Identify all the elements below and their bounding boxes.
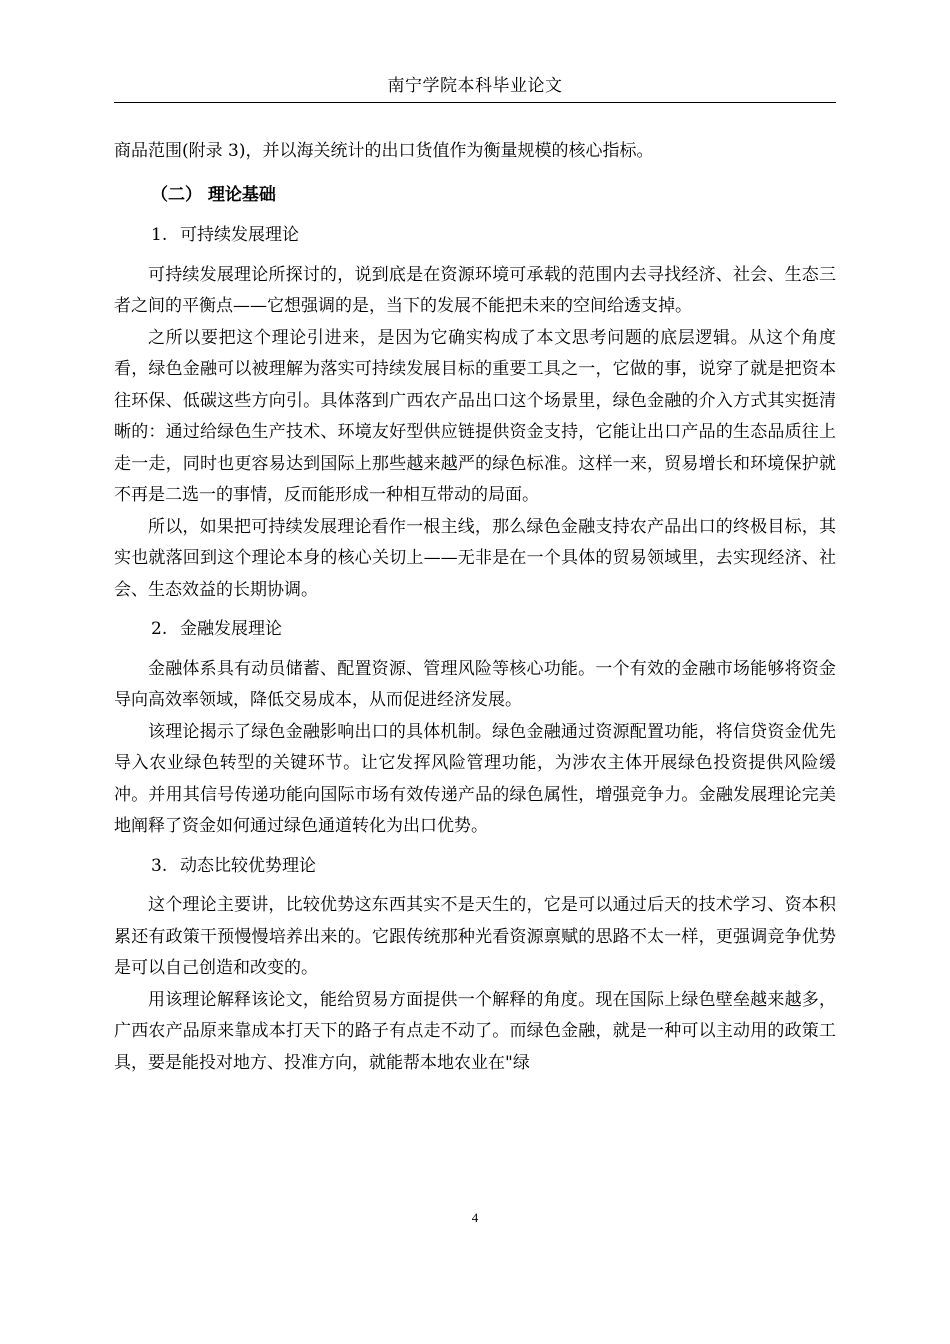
subsection-title: 可持续发展理论 xyxy=(180,225,299,245)
page-header-title: 南宁学院本科毕业论文 xyxy=(387,76,563,96)
paragraph: 可持续发展理论所探讨的，说到底是在资源环境可承载的范围内去寻找经济、社会、生态三者之间的平衡点——它想强调的是，当下的发展不能把未来的空间给透支掉。 xyxy=(114,264,836,316)
section-heading-theory-basis: （二） 理论基础 xyxy=(151,184,276,205)
document-body xyxy=(114,136,836,1079)
subsection-number: 3. xyxy=(151,855,168,876)
paragraph: 所以，如果把可持续发展理论看作一根主线，那么绿色金融支持农产品出口的终极目标，其实也就落回到这个理论本身的核心关切上——无非是在一个具体的贸易领域里，去实现经济、社会、生态效益的长期协调。 xyxy=(114,516,836,600)
subsection-title: 金融发展理论 xyxy=(180,619,282,639)
paragraph: 之所以要把这个理论引进来，是因为它确实构成了本文思考问题的底层逻辑。从这个角度看，绿色金融可以被理解为落实可持续发展目标的重要工具之一，它做的事，说穿了就是把资本往环保、低碳这些方向引。具体落到广西农产品出口这个场景里，绿色金融的介入方式其实挺清晰的：通过给绿色生产技术、环境友好型供应链提供资金支持，它能让出口产品的生态品质往上走一走，同时也更容易达到国际上那些越来越严的绿色标准。这样一来，贸易增长和环境保护就不再是二选一的事情，反而能形成一种相互带动的局面。 xyxy=(114,327,836,505)
header-divider xyxy=(114,102,836,103)
paragraph: 金融体系具有动员储蓄、配置资源、管理风险等核心功能。一个有效的金融市场能够将资金导向高效率领域，降低交易成本，从而促进经济发展。 xyxy=(114,658,836,710)
paragraph-continuation: 商品范围(附录 3)，并以海关统计的出口货值作为衡量规模的核心指标。 xyxy=(114,141,654,161)
paragraph: 这个理论主要讲，比较优势这东西其实不是天生的，它是可以通过后天的技术学习、资本积累还有政策干预慢慢培养出来的。它跟传统那种光看资源禀赋的思路不太一样，更强调竞争优势是可以自己创造和改变的。 xyxy=(114,895,836,978)
paragraph: 该理论揭示了绿色金融影响出口的具体机制。绿色金融通过资源配置功能，将信贷资金优先导入农业绿色转型的关键环节。让它发挥风险管理功能，为涉农主体开展绿色投资提供风险缓冲。并用其信号传递功能向国际市场有效传递产品的绿色属性，增强竞争力。金融发展理论完美地阐释了资金如何通过绿色通道转化为出口优势。 xyxy=(114,721,836,836)
subsection-heading-sustainable-development xyxy=(114,220,836,252)
page-number: 4 xyxy=(471,1210,479,1225)
subsection-number: 1. xyxy=(151,225,168,245)
subsection-number: 2. xyxy=(151,619,168,639)
paragraph: 用该理论解释该论文，能给贸易方面提供一个解释的角度。现在国际上绿色壁垒越来越多，广西农产品原来靠成本打天下的路子有点走不动了。而绿色金融，就是一种可以主动用的政策工具，要是能投对地方、投准方向，就能帮本地农业在"绿 xyxy=(114,989,836,1073)
subsection-heading-financial-development xyxy=(114,614,836,646)
subsection-title: 动态比较优势理论 xyxy=(180,855,316,876)
subsection-heading-dynamic-comparative-advantage xyxy=(114,851,836,883)
